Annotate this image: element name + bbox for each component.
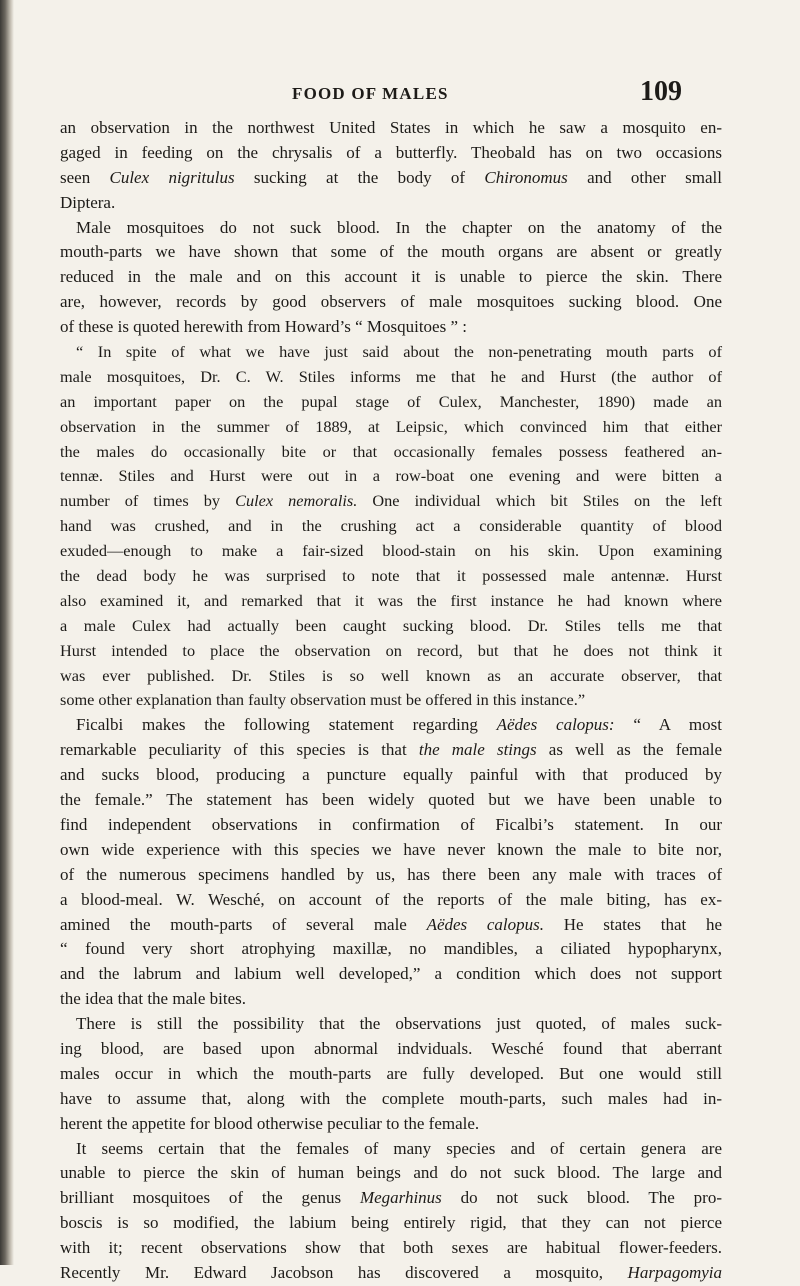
text-segment: hand was crushed, and in the crushing act a considerable quantity of blood bbox=[60, 516, 722, 536]
text-segment: seen bbox=[60, 167, 110, 187]
text-line bbox=[60, 888, 722, 913]
text-segment: There is still the possibility that the observations just quoted, of males suck- bbox=[76, 1014, 722, 1034]
text-segment: and the labrum and labium well developed,” a condition which does not support bbox=[60, 964, 722, 984]
text-segment: sucking at the body of bbox=[234, 167, 485, 187]
text-segment: the idea that the male bites. bbox=[60, 989, 246, 1009]
text-segment: own wide experience with this species we have never known the male to bite nor, bbox=[60, 839, 722, 859]
italic-text: Aëdes calopus: bbox=[496, 715, 615, 735]
text-line bbox=[60, 937, 722, 962]
text-segment: the dead body he was surprised to note that it possessed male antennæ. Hurst bbox=[60, 566, 722, 586]
text-line bbox=[60, 440, 722, 465]
text-line bbox=[60, 962, 722, 987]
text-segment: Diptera. bbox=[60, 192, 116, 212]
text-segment: brilliant mosquitoes of the genus bbox=[60, 1188, 360, 1208]
text-segment: and sucks blood, producing a puncture equally painful with that produced by bbox=[60, 765, 722, 785]
text-line bbox=[60, 415, 722, 440]
text-segment: boscis is so modified, the labium being entirely rigid, that they can not pierce bbox=[60, 1213, 722, 1233]
text-segment: herent the appetite for blood otherwise peculiar to the female. bbox=[60, 1113, 480, 1133]
text-segment: with it; recent observations show that both sexes are habitual flower-feeders. bbox=[60, 1238, 722, 1258]
text-segment: an observation in the northwest United States in which he saw a mosquito en- bbox=[60, 118, 722, 137]
text-segment: observation in the summer of 1889, at Leipsic, which convinced him that either bbox=[60, 416, 722, 436]
text-line bbox=[60, 838, 722, 863]
text-line bbox=[60, 141, 722, 166]
text-segment: One individual which bit Stiles on the left bbox=[357, 491, 722, 511]
text-segment: amined the mouth-parts of several male bbox=[60, 914, 427, 934]
text-line bbox=[60, 116, 722, 141]
text-line bbox=[60, 763, 722, 788]
page-binding-shadow bbox=[0, 0, 14, 1265]
text-segment: number of times by bbox=[60, 491, 236, 511]
text-line bbox=[60, 1062, 722, 1087]
text-segment: and other small bbox=[567, 167, 722, 187]
text-segment: of these is quoted herewith from Howard’s “ Mosquitoes ” : bbox=[60, 317, 467, 337]
text-line bbox=[60, 539, 722, 564]
text-line bbox=[60, 863, 722, 888]
italic-text: Culex nigritulus bbox=[109, 167, 235, 187]
text-line bbox=[60, 788, 722, 813]
text-segment: find independent observations in confirmation of Ficalbi’s statement. In our bbox=[60, 814, 722, 834]
italic-text: Harpagomyia bbox=[627, 1262, 722, 1282]
text-segment: It seems certain that the females of many species and of certain genera are bbox=[76, 1138, 722, 1158]
running-head: FOOD OF MALES bbox=[292, 84, 449, 103]
text-line bbox=[60, 340, 722, 365]
text-line bbox=[60, 1211, 722, 1236]
text-segment: as well as the female bbox=[536, 740, 722, 760]
text-line bbox=[60, 1186, 722, 1211]
text-segment: do not suck blood. The pro- bbox=[441, 1188, 722, 1208]
text-line bbox=[60, 1037, 722, 1062]
italic-text: Chironomus bbox=[484, 167, 568, 187]
text-line bbox=[60, 365, 722, 390]
text-line bbox=[60, 390, 722, 415]
text-segment: some other explanation than faulty observation must be offered in this instance.” bbox=[60, 690, 586, 710]
text-segment: “ found very short atrophying maxillæ, no mandibles, a ciliated hypopharynx, bbox=[60, 939, 722, 959]
text-line bbox=[60, 1137, 722, 1162]
text-line bbox=[60, 1012, 722, 1037]
text-line bbox=[60, 987, 722, 1012]
text-line bbox=[60, 191, 722, 216]
text-segment: Male mosquitoes do not suck blood. In the chapter on the anatomy of the bbox=[76, 217, 722, 237]
text-segment: ing blood, are based upon abnormal indviduals. Wesché found that aberrant bbox=[60, 1038, 722, 1058]
text-line bbox=[60, 265, 722, 290]
text-segment: gaged in feeding on the chrysalis of a butterfly. Theobald has on two occasions bbox=[60, 142, 722, 162]
text-line bbox=[60, 813, 722, 838]
text-segment: Recently Mr. Edward Jacobson has discovered a mosquito, bbox=[60, 1262, 628, 1282]
text-segment: a male Culex had actually been caught sucking blood. Dr. Stiles tells me that bbox=[60, 615, 722, 635]
page-header bbox=[0, 76, 800, 112]
text-segment: are, however, records by good observers of male mosquitoes sucking blood. One bbox=[60, 292, 722, 312]
text-line bbox=[60, 1236, 722, 1261]
text-line bbox=[60, 514, 722, 539]
text-line bbox=[60, 315, 722, 340]
text-segment: mouth-parts we have shown that some of the mouth organs are absent or greatly bbox=[60, 242, 722, 262]
text-line bbox=[60, 664, 722, 689]
text-line bbox=[60, 216, 722, 241]
text-line bbox=[60, 1087, 722, 1112]
text-line bbox=[60, 240, 722, 265]
text-line bbox=[60, 713, 722, 738]
text-segment: male mosquitoes, Dr. C. W. Stiles informs me that he and Hurst (the author of bbox=[60, 366, 722, 386]
text-line bbox=[60, 464, 722, 489]
text-segment: an important paper on the pupal stage of Culex, Manchester, 1890) made an bbox=[60, 391, 722, 411]
text-segment: the males do occasionally bite or that occasionally females possess feathered an- bbox=[60, 441, 722, 461]
text-line bbox=[60, 913, 722, 938]
text-line bbox=[60, 564, 722, 589]
text-line bbox=[60, 166, 722, 191]
text-line bbox=[60, 639, 722, 664]
text-line bbox=[60, 489, 722, 514]
text-segment: Hurst intended to place the observation on record, but that he does not think it bbox=[60, 640, 722, 660]
text-segment: males occur in which the mouth-parts are fully developed. But one would still bbox=[60, 1063, 722, 1083]
text-segment: of the numerous specimens handled by us, has there been any male with traces of bbox=[60, 864, 722, 884]
text-line bbox=[60, 290, 722, 315]
text-line bbox=[60, 589, 722, 614]
italic-text: the male stings bbox=[418, 740, 537, 760]
text-line bbox=[60, 1161, 722, 1186]
text-segment: “ In spite of what we have just said about the non-penetrating mouth parts of bbox=[76, 342, 722, 362]
text-segment: exuded—enough to make a fair-sized blood-stain on his skin. Upon examining bbox=[60, 541, 722, 561]
page-number: 109 bbox=[640, 76, 682, 107]
text-segment: “ A most bbox=[614, 715, 722, 735]
text-segment: Ficalbi makes the following statement regarding bbox=[76, 715, 497, 735]
text-segment: remarkable peculiarity of this species is that bbox=[60, 740, 419, 760]
italic-text: Aëdes calopus. bbox=[426, 914, 545, 934]
body-text bbox=[60, 116, 722, 1286]
text-segment: He states that he bbox=[544, 914, 722, 934]
text-line bbox=[60, 1112, 722, 1137]
text-segment: reduced in the male and on this account it is unable to pierce the skin. There bbox=[60, 267, 722, 287]
text-line bbox=[60, 738, 722, 763]
text-segment: unable to pierce the skin of human beings and do not suck blood. The large and bbox=[60, 1163, 722, 1183]
italic-text: Megarhinus bbox=[359, 1188, 442, 1208]
text-segment: was ever published. Dr. Stiles is so well known as an accurate observer, that bbox=[60, 665, 722, 685]
text-segment: tennæ. Stiles and Hurst were out in a row-boat one evening and were bitten a bbox=[60, 466, 722, 486]
text-line bbox=[60, 614, 722, 639]
text-segment: the female.” The statement has been widely quoted but we have been unable to bbox=[60, 790, 722, 810]
text-segment: have to assume that, along with the complete mouth-parts, such males had in- bbox=[60, 1088, 722, 1108]
text-segment: a blood-meal. W. Wesché, on account of the reports of the male biting, has ex- bbox=[60, 889, 722, 909]
text-line bbox=[60, 688, 722, 713]
text-segment: also examined it, and remarked that it was the first instance he had known where bbox=[60, 590, 722, 610]
italic-text: Culex nemoralis. bbox=[235, 491, 358, 511]
